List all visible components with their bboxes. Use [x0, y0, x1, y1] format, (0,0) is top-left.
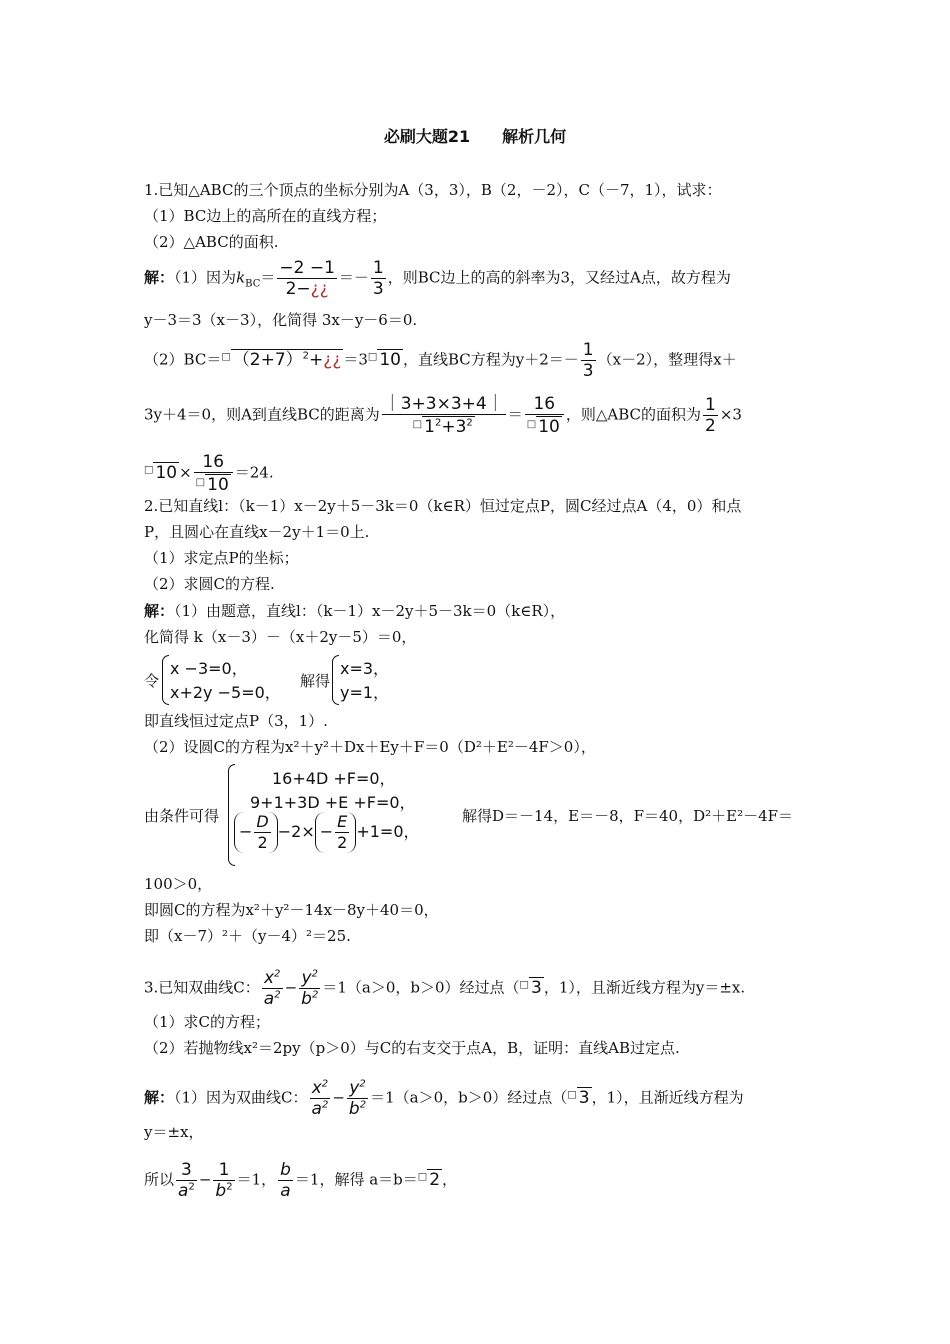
q2-solution-line-4: 即直线恒过定点P（3，1）. [144, 712, 328, 730]
q2-solution-line-9: 即（x－7）²＋（y－4）²＝25. [144, 927, 351, 945]
page-title: 必刷大题21 解析几何 [383, 127, 567, 146]
system2-eq1: x=3， [340, 659, 390, 678]
q2-solution-result: 解得D＝－14，E＝－8，F＝40，D²＋E²－4F＝ [462, 807, 794, 825]
q3-stem-line-1: 3.已知双曲线C： $\frac{x^2}{a^2}$ − $\frac{y^2}{b^2}$ ＝1（a＞0，b＞0）经过点（□ 3 ，1），且渐近线方程为y＝±x. [144, 968, 746, 1009]
system2-eq2: y=1， [340, 683, 390, 702]
q2-jie-label: 解得 [300, 672, 331, 690]
q3-solution-line-3: 所以 $\frac{3}{a^2}$ − $\frac{1}{b^2}$ ＝1， $\frac{b}{a}$ ＝1，解得 a＝b＝□ 2 ， [144, 1160, 458, 1201]
q1-stem-line-1: 1.已知△ABC的三个顶点的坐标分别为A（3，3），B（2，－2），C（－7，1），试求： [144, 181, 722, 199]
system-brace-1 [162, 655, 169, 705]
q1-stem-line-3: （2）△ABC的面积. [144, 233, 279, 251]
q3-stem-line-2: （1）求C的方程； [144, 1013, 271, 1031]
q2-solution-line-2: 化简得 k（x－3）－（x＋2y－5）＝0， [144, 628, 417, 646]
q1-solution-line-3: （2）BC＝□ $(2+7)^2+¿¿ =3^□$ 10 ，直线BC方程为y＋2＝－ $\frac{1}{3}$ （x－2），整理得x＋ [144, 340, 737, 381]
system3-eq1: 16+4D +F=0， [272, 769, 396, 788]
bc-length-root: $(2+7)^2+¿¿$ [232, 349, 342, 370]
q1-solution-line-4: 3y＋4＝0，则A到直线BC的距离为 $\frac{|3+3\times 3+4|}{^□ 1^2+3^2}$ ＝ $\frac{16}{^□ 10}$ ，则△ABC的面积为 $\frac{1}{2}$ ×3 [144, 394, 742, 437]
q1-solution-line-2: y－3＝3（x－3），化简得 3x－y－6＝0. [144, 311, 418, 329]
q2-solution-line-8: 即圆C的方程为x²＋y²－14x－8y＋40＝0， [144, 901, 439, 919]
q2-stem-line-1: 2.已知直线l：（k－1）x－2y＋5－3k＝0（k∈R）恒过定点P，圆C经过点A（4，0）和点 [144, 497, 742, 515]
q2-condition-label: 由条件可得 [144, 807, 220, 825]
q2-stem-line-4: （2）求圆C的方程. [144, 575, 275, 593]
slope-fraction: $\frac{-2 -1}{2-¿¿}$ [279, 258, 335, 299]
q2-stem-line-3: （1）求定点P的坐标； [144, 549, 299, 567]
q2-solution-line-5: （2）设圆C的方程为x²＋y²＋Dx＋Ey＋F＝0（D²＋E²－4F＞0）， [144, 738, 596, 756]
q3-solution-line-1: 解：（1）因为双曲线C： $\frac{x^2}{a^2}$ − $\frac{y^2}{b^2}$ ＝1（a＞0，b＞0）经过点（□ 3 ，1），且渐近线方程为 [144, 1078, 744, 1119]
q3-stem-line-3: （2）若抛物线x²＝2py（p＞0）与C的右支交于点A，B，证明：直线AB过定点. [144, 1039, 680, 1057]
q1-stem-line-2: （1）BC边上的高所在的直线方程； [144, 207, 387, 225]
system-brace-2 [332, 655, 339, 705]
distance-fraction: $\frac{|3+3\times 3+4|}{^□ 1^2+3^2}$ [383, 394, 504, 437]
system3-eq2: 9+1+3D +E +F=0， [250, 793, 416, 812]
system1-eq1: x −3=0， [170, 659, 248, 678]
system3-eq3: − $\frac{D}{2}$ −2× − $\frac{E}{2}$ +1=0， [234, 812, 420, 853]
q1-solution-line-1: 解：（1）因为$k_{BC}=$ $\frac{-2 -1}{2-¿¿}$ ＝－ $\frac{1}{3}$ ，则BC边上的高的斜率为3，又经过A点，故方程为 [144, 258, 731, 299]
q1-solution-line-5: □ 10 × $\frac{16}{^□ 10}$ ＝24. [144, 452, 274, 495]
slope-result-fraction: $\frac{1}{3}$ [372, 258, 384, 299]
q2-ling-label: 令 [144, 672, 160, 690]
system1-eq2: x+2y −5=0， [170, 683, 281, 702]
q2-solution-line-7: 100＞0， [144, 875, 213, 893]
solution-label: 解： [144, 268, 175, 287]
q3-solution-line-2: y＝±x， [144, 1123, 204, 1141]
q2-stem-line-2: P，且圆心在直线x－2y＋1＝0上. [144, 523, 370, 541]
q2-solution-line-1: 解：（1）由题意，直线l：（k－1）x－2y＋5－3k＝0（k∈R）， [144, 602, 566, 620]
